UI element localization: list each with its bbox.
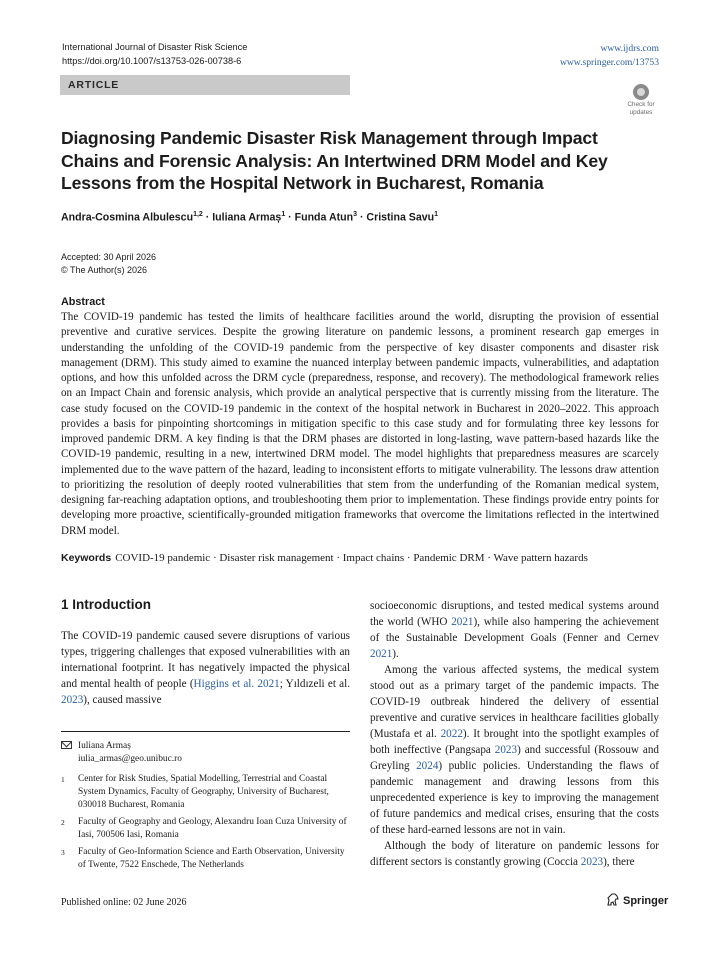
published-online: Published online: 02 June 2026 [61, 897, 187, 908]
author-name[interactable]: Cristina Savu [366, 211, 435, 224]
citation-link[interactable]: 2024 [416, 760, 439, 772]
intro-paragraph: The COVID-19 pandemic caused severe disruptions of various types, triggering challenges that exposed vulnerabilities with an international footprint. It has negatively impacted the physical and mental health of people (Higgins et al. 2021; Yıldızeli et al. 2023), caused massive [61, 630, 350, 706]
check-badge-line1: Check for [627, 101, 655, 108]
paper-title: Diagnosing Pandemic Disaster Risk Management through Impact Chains and Forensic Analysis: An Intertwined DRM Model and Key Lessons from the Hospital Network in Bucharest, Romania [61, 128, 608, 193]
author-affiliation-mark: 3 [353, 211, 357, 218]
springer-horse-icon [606, 893, 620, 906]
corresponding-name: Iuliana Armaș [78, 741, 131, 751]
footnote-divider [61, 731, 350, 732]
affiliation-mark: 3 [61, 848, 65, 857]
intro-paragraph: socioeconomic disruptions, and tested medical systems around the world (WHO 2021), while also hampering the achievement of the Sustainable Development Goals (Fenner and Cernev 2021). [370, 600, 659, 660]
citation-link[interactable]: 2021 [451, 616, 474, 628]
left-column [61, 628, 350, 708]
abstract-heading: Abstract [61, 296, 105, 308]
affiliation-note [61, 816, 350, 842]
keywords-label: Keywords [61, 552, 112, 564]
publisher-name: Springer [623, 895, 669, 907]
intro-paragraph: Among the various affected systems, the medical system stood out as a primary target of the pandemic impacts. The COVID-19 outbreak hindered the delivery of essential preventive and curative services in healthcare facilities globally (Mustafa et al. 2022). It brought into the spotlight examples of both ineffective (Pangsapa 2023) and successful (Rossouw and Greyling 2024) public policies. Understanding the flaws of pandemic management and drawing lessons from this unprecedented experience is key to improving the management of future pandemics and medical crises, ensuring that the costs of these hard-earned lessons are not in vain. [370, 664, 660, 836]
citation-link[interactable]: 2023 [580, 856, 604, 868]
copyright-line: © The Author(s) 2026 [61, 264, 148, 275]
envelope-icon [61, 741, 72, 749]
affiliation-note [61, 773, 350, 812]
springer-url-link[interactable]: www.springer.com/13753 [559, 57, 659, 68]
citation-link[interactable]: 2021 [370, 648, 393, 660]
publication-dates [61, 251, 156, 276]
author-affiliation-mark: 1 [281, 211, 286, 218]
abstract-text: The COVID-19 pandemic has tested the limits of healthcare facilities around the world, disrupting the provision of essential preventive and curative services. Despite the growing literature on pandemic lessons, a prominent research gap emerges in understanding the unfolding of the COVID-19 pandemic from the perspective of key disaster components and disaster risk management (DRM). This study aimed to examine the nuanced interplay between pandemic impacts, vulnerabilities, and adaptation options, and how this unfolded across the DRM cycle (preparedness, response, and recovery). The methodological framework relies on an Impact Chain and forensic analysis, which provide an analytical perspective that is currently missing from the literature. The case study focused on the COVID-19 pandemic in the context of the hospital network in Bucharest in 2020–2022. This approach provides a basis for pinpointing shortcomings in mitigation specific to this case study and for formulating three key lessons for improved pandemic DRM. A key finding is that the DRM phases are distorted in long-lasting, wave pattern-based hazards like the COVID-19 pandemic, resulting in a new, intertwined DRM model. The model highlights that preparedness measures are scarcely implemented due to the wave pattern of the hazard, leading to inconsistent efforts to mitigate vulnerability. The lessons draw attention to prioritizing the resolution of deeply rooted vulnerabilities that stem from the underfunding of the Romanian medical system, designing far-reaching adaptation options, and troubleshooting them prior to implementation. These findings provide entry points for developing more proactive, scientifically-grounded mitigation frameworks that overcome the limitations reflected in the intertwined DRM model. [61, 311, 659, 537]
article-type-label: ARTICLE [68, 79, 120, 91]
author-name[interactable]: Iuliana Armaș [212, 211, 282, 224]
affiliation-text: Faculty of Geo-Information Science and Earth Observation, University of Twente, 7522 Enschede, The Netherlands [78, 847, 345, 870]
right-column [370, 598, 659, 870]
section-heading: 1 Introduction [61, 597, 151, 612]
journal-url-link[interactable]: www.ijdrs.com [600, 43, 659, 54]
citation-link[interactable]: Higgins et al. 2021 [193, 678, 280, 690]
keywords-text: COVID-19 pandemic · Disaster risk management · Impact chains · Pandemic DRM · Wave pattern hazards [115, 552, 588, 564]
corresponding-email[interactable]: iulia_armas@geo.unibuc.ro [78, 754, 182, 764]
author-name[interactable]: Funda Atun [294, 211, 354, 224]
author-affiliation-mark: 1 [434, 211, 439, 218]
keywords-line [61, 552, 661, 564]
author-affiliation-mark: 1,2 [193, 211, 203, 218]
corresponding-author [61, 740, 350, 766]
intro-paragraph: Although the body of literature on pandemic lessons for different sectors is constantly growing (Coccia 2023), there [370, 840, 659, 868]
running-header [62, 40, 247, 68]
author-list: Andra-Cosmina Albulescu$^{1,2}$ · Iuliana Armaș$^1$ · Funda Atun$^3$ · Cristina Savu$^1$ [61, 211, 439, 224]
accepted-date: Accepted: 30 April 2026 [61, 252, 157, 262]
article-type-band [60, 75, 350, 95]
affiliation-note [61, 846, 350, 872]
journal-urls [560, 42, 659, 70]
citation-link[interactable]: 2023 [494, 744, 518, 756]
citation-link[interactable]: 2022 [440, 728, 463, 740]
affiliation-text: Faculty of Geography and Geology, Alexandru Ioan Cuza University of Iasi, 700506 Iasi, Romania [78, 817, 347, 840]
affiliation-mark: 2 [61, 818, 65, 827]
publisher-logo [606, 893, 668, 907]
doi-link[interactable]: https://doi.org/10.1007/s13753-026-00738-6 [62, 56, 242, 66]
citation-link[interactable]: 2023 [61, 694, 84, 706]
author-name[interactable]: Andra-Cosmina Albulescu [61, 211, 194, 224]
affiliation-text: Center for Risk Studies, Spatial Modelling, Terrestrial and Coastal System Dynamics, Faculty of Geography, University of Bucharest, 030018 Bucharest, Romania [78, 774, 329, 810]
affiliation-mark: 1 [61, 775, 65, 784]
check-badge-line2: updates [629, 108, 653, 116]
journal-name: International Journal of Disaster Risk Science [62, 42, 248, 52]
check-for-updates-icon[interactable] [622, 84, 660, 117]
